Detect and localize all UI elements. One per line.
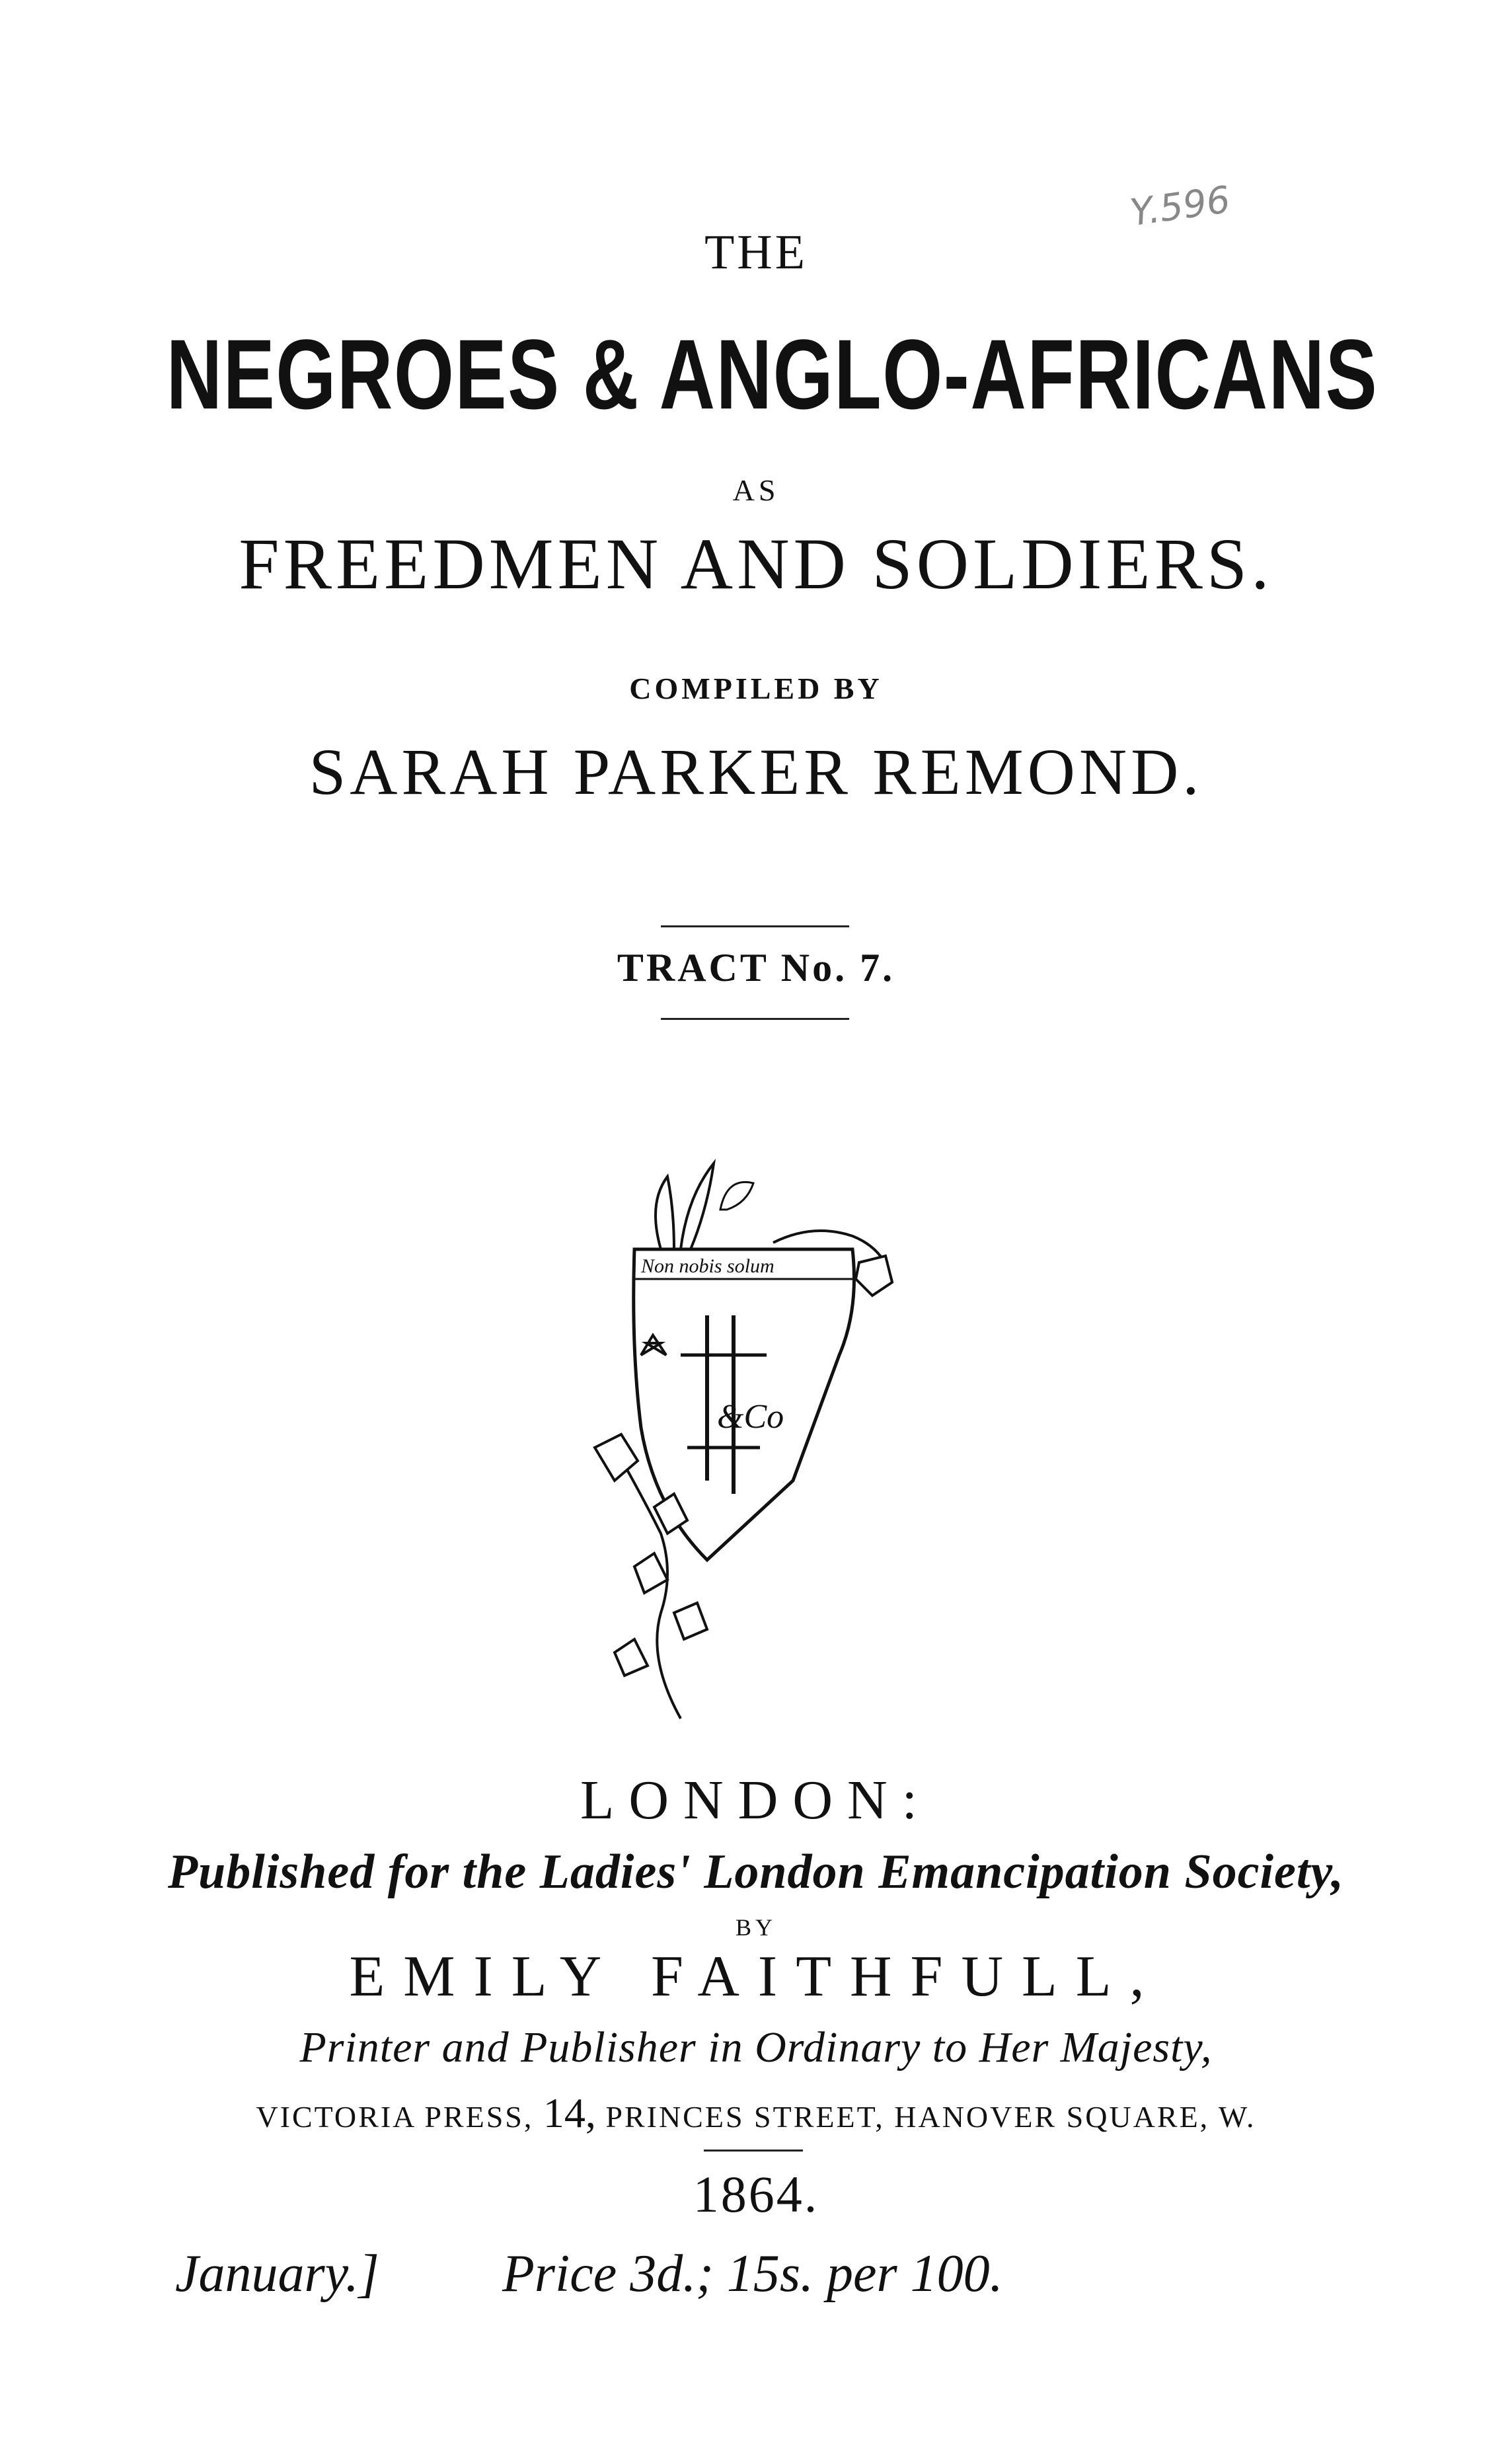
sprout-bud <box>720 1182 753 1210</box>
imprint-printer-title: Printer and Publisher in Ordinary to Her Majesty, <box>299 2023 1213 2072</box>
emblem-motto: Non nobis solum <box>641 1255 775 1277</box>
ivy-leaf-1 <box>595 1434 638 1481</box>
title-subtitle: FREEDMEN AND SOLDIERS. <box>239 524 1273 604</box>
imprint-address <box>0 2089 1512 2138</box>
publisher-emblem <box>575 1137 945 1745</box>
imprint-published-for: Published for the Ladies' London Emancipation Society, <box>167 1845 1345 1899</box>
ivy-leaf-right <box>856 1256 892 1296</box>
ivy-leaf-4 <box>674 1603 707 1639</box>
imprint-printer: EMILY FAITHFULL, <box>349 1945 1163 2009</box>
imprint-year: 1864. <box>693 2165 819 2223</box>
tract-number: TRACT No. 7. <box>617 946 895 989</box>
imprint-address-press: VICTORIA PRESS, <box>256 2100 534 2134</box>
author-name: SARAH PARKER REMOND. <box>309 735 1203 808</box>
imprint-address-street: PRINCES STREET, HANOVER SQUARE, W. <box>605 2100 1256 2134</box>
rule-top <box>661 925 849 927</box>
title-headline: NEGROES & ANGLO-AFRICANS <box>166 319 1379 430</box>
footer-month: January.] <box>175 2245 379 2303</box>
emblem-monogram: &Co <box>717 1398 784 1436</box>
rule-bottom <box>661 1018 849 1020</box>
imprint-address-number: 14, <box>543 2089 596 2136</box>
sprout-leaf-left <box>656 1177 674 1249</box>
title-the: THE <box>704 225 808 280</box>
sprout-leaf-right <box>681 1163 714 1249</box>
star-icon <box>641 1335 666 1355</box>
title-as: AS <box>732 473 780 507</box>
imprint-place: LONDON: <box>580 1769 932 1831</box>
ivy-leaf-5 <box>615 1639 648 1676</box>
rule-year <box>704 2150 803 2152</box>
shelfmark-marginalia: Y.596 <box>1127 178 1233 235</box>
ivy-leaf-3 <box>634 1553 667 1593</box>
imprint-by: BY <box>735 1914 776 1941</box>
footer-price: Price 3d.; 15s. per 100. <box>502 2245 1003 2303</box>
compiled-by-label: COMPILED BY <box>629 672 883 705</box>
